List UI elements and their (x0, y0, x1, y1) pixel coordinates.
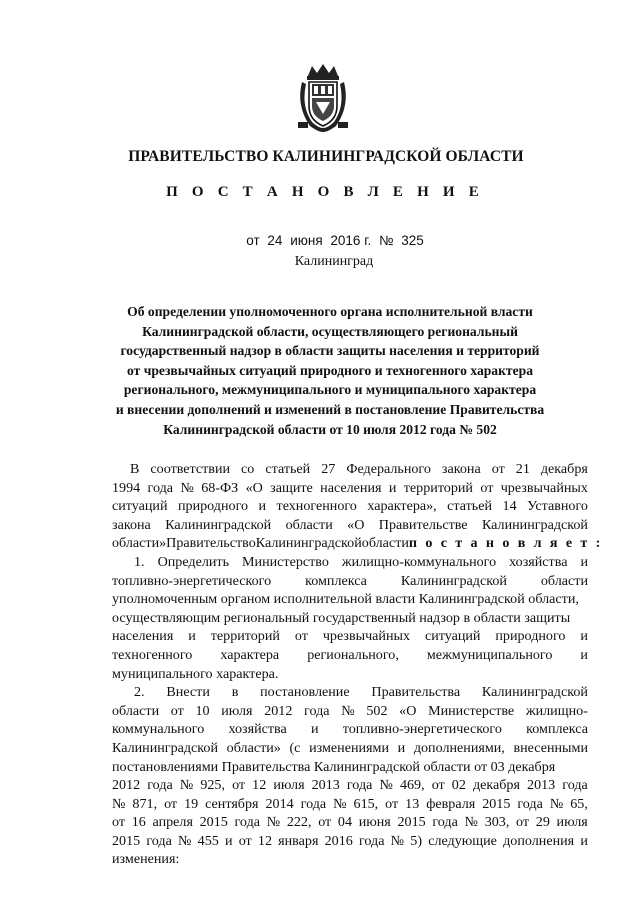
body-word: 02 (451, 777, 466, 794)
body-word: года (517, 795, 543, 812)
body-word: от (431, 777, 445, 794)
body-word: от (112, 814, 126, 831)
body-word: и (580, 553, 588, 570)
body-word: февраля (426, 795, 476, 812)
body-line (112, 702, 588, 721)
body-word: 469, (399, 777, 425, 794)
body-word: от (385, 795, 399, 812)
body-word: закона (441, 461, 481, 477)
body-word: от (516, 814, 530, 831)
date-prefix: от (246, 233, 260, 248)
body-word: января (278, 832, 319, 849)
body-line (112, 683, 588, 702)
body-word: техногенного (112, 646, 193, 663)
date-number-line (0, 233, 640, 248)
body-word: Правительства (371, 684, 461, 701)
body-word: от (480, 479, 494, 496)
body-word: от (318, 814, 332, 831)
body-word: 12 (252, 777, 267, 794)
body-line (112, 776, 588, 795)
body-line (112, 646, 588, 665)
body-word: 1994 (112, 479, 141, 496)
body-word: года (234, 814, 260, 831)
body-word: 455 (197, 832, 219, 849)
body-word: «О (399, 702, 417, 719)
body-word: 615, (353, 795, 379, 812)
body-word: 2014 (265, 795, 294, 812)
body-word: и (580, 646, 588, 663)
body-word: от (491, 461, 505, 477)
body-word: ситуаций (424, 628, 481, 645)
body-word: жилищно-коммунального (341, 553, 497, 570)
body-word: ситуаций (112, 498, 168, 515)
body-word: постановление (260, 684, 350, 701)
body-word: внесенными (513, 739, 588, 756)
body-word: регионального, (307, 646, 399, 663)
body-word: Калининградской (481, 684, 588, 701)
body-word: 10 (195, 702, 210, 719)
body-word: 27 (321, 461, 336, 477)
body-word: 13 (405, 795, 420, 812)
body-word: № (266, 814, 281, 831)
body-word: и (188, 628, 196, 645)
body-word: дополнениями, (413, 739, 505, 756)
body-word: В (130, 461, 140, 477)
body-word: осуществляющим региональный государственный надзор в области защиты (112, 609, 571, 626)
body-word: 21 (515, 461, 530, 477)
body-word: года (432, 814, 458, 831)
title-line: от чрезвычайных ситуаций природного и техногенного характера (127, 362, 533, 378)
body-word: защите (270, 479, 313, 496)
body-word: Внести (166, 684, 210, 701)
body-word: года (358, 832, 385, 849)
body-word: 12 (257, 832, 272, 849)
body-word: Определить (157, 553, 230, 570)
body-line (112, 813, 588, 832)
body-word: топливно-энергетического (112, 572, 272, 589)
body-word: населения (320, 479, 382, 496)
body-word: № (464, 814, 478, 831)
body-word: области» (226, 739, 281, 756)
document-title (90, 302, 570, 439)
body-word: 2015 (482, 795, 511, 812)
body-word: области (285, 516, 333, 533)
number-sign: № (378, 233, 394, 248)
body-word: Калининградской (165, 516, 272, 533)
body-word: года (146, 832, 172, 849)
body-word: и (310, 721, 319, 738)
body-word: природного (495, 628, 566, 645)
body-word: межмуниципального (426, 646, 553, 663)
date-year: 2016 г. (330, 233, 372, 248)
body-word: дополнения (503, 832, 575, 849)
body-word: комплекса (526, 721, 588, 738)
body-word: и (580, 628, 588, 645)
government-name: ПРАВИТЕЛЬСТВО КАЛИНИНГРАДСКОЙ ОБЛАСТИ (128, 148, 524, 165)
coat-of-arms-icon (296, 62, 350, 134)
body-word: топливно-энергетического (342, 721, 502, 738)
body-word: 65, (570, 795, 588, 812)
body-word: 925, (200, 777, 225, 794)
body-word: № (180, 479, 194, 496)
body-word: Правительстве (378, 516, 468, 533)
body-word: 68-ФЗ (201, 479, 239, 496)
body-word: 2015 (199, 814, 228, 831)
body-word: коммунального (112, 721, 205, 738)
body-word: уполномоченным органом исполнительной власти Калининградской области, (112, 591, 579, 608)
body-word: от (232, 777, 246, 794)
body-word: «О (245, 479, 263, 496)
body-line (112, 590, 588, 609)
body-word: постановлениями Правительства Калининградской области от 03 декабря (112, 758, 556, 775)
body-word: от (164, 795, 178, 812)
body-word: Уставного (527, 498, 588, 515)
body-word: 2012 (264, 702, 293, 719)
body-word: № (390, 832, 405, 849)
body-word: июля (221, 702, 253, 719)
body-word: 2. (134, 684, 145, 701)
body-word: природного (177, 498, 249, 515)
body-word: 19 (184, 795, 199, 812)
body-word: соответствии (150, 461, 231, 477)
body-word: техногенного (276, 498, 357, 515)
body-word: 2012 (112, 777, 141, 794)
title-line: Калининградской области от 10 июля 2012 года № 502 (163, 421, 497, 437)
body-word: 1. (134, 553, 145, 570)
body-word: Федерального (346, 461, 431, 477)
title-line: государственный надзор в области защиты населения и территорий (120, 343, 540, 359)
document-type: П О С Т А Н О В Л Е Н И Е (166, 184, 484, 200)
body-word: «О (347, 516, 365, 533)
body-line (112, 720, 588, 739)
body-word: декабря (472, 777, 520, 794)
body-line (112, 479, 588, 498)
body-word: от (294, 628, 308, 645)
body-word: изменениями (309, 739, 389, 756)
body-word: Министерстве (428, 702, 515, 719)
body-word: статьей (265, 461, 311, 477)
body-word: и (397, 739, 406, 756)
document-body (112, 460, 603, 869)
city: Калининград (294, 254, 374, 269)
body-line (112, 460, 588, 479)
body-word: в (231, 684, 239, 701)
body-line (112, 516, 588, 535)
title-line: Об определении уполномоченного органа исполнительной власти (127, 304, 533, 319)
body-word: чрезвычайных (500, 479, 588, 496)
body-word: 16 (131, 814, 146, 831)
body-word: и (388, 479, 397, 496)
body-line (112, 665, 588, 684)
body-line (112, 572, 588, 591)
body-word: области (361, 535, 409, 552)
body-word: комплекса (305, 572, 367, 589)
body-line (112, 832, 588, 851)
date-day: 24 (267, 233, 283, 248)
body-word: 871, (132, 795, 158, 812)
body-word: Калининградской (112, 739, 219, 756)
body-line (112, 553, 588, 572)
body-word: года (147, 479, 174, 496)
body-word: муниципального характера. (112, 665, 279, 682)
body-word: № (178, 832, 192, 849)
body-word: Министерство (242, 553, 329, 570)
body-word: хозяйства (228, 721, 287, 738)
title-line: регионального, межмуниципального и муниципального характера (123, 382, 537, 398)
body-word: июля (556, 814, 588, 831)
body-word: характера», (367, 498, 437, 515)
body-word: апреля (152, 814, 193, 831)
body-word: территорий (210, 628, 280, 645)
body-word: года (304, 702, 330, 719)
body-word: 2015 (397, 814, 426, 831)
body-line (112, 497, 588, 516)
body-word: закона (112, 516, 151, 533)
body-word: 29 (535, 814, 550, 831)
body-word: 303, (484, 814, 510, 831)
body-word: характера (220, 646, 280, 663)
body-word: Правительство (166, 535, 256, 552)
body-word: статьей (447, 498, 493, 515)
body-word: области (540, 572, 588, 589)
body-word: области (112, 702, 160, 719)
body-word: области» (112, 535, 167, 552)
body-word: со (241, 461, 255, 477)
title-line: и внесении дополнений и изменений в постановление Правительства (115, 401, 545, 417)
title-line: Калининградской области, осуществляющего региональный (142, 323, 518, 339)
body-word: Калининградской (400, 572, 507, 589)
body-word: территорий (403, 479, 473, 496)
body-word: 5) (410, 832, 423, 849)
body-word: (с (289, 739, 301, 756)
body-word: от (170, 702, 184, 719)
body-word: 2015 (112, 832, 141, 849)
body-word: 14 (502, 498, 517, 515)
body-word: чрезвычайных (322, 628, 411, 645)
body-word: 2016 (324, 832, 353, 849)
body-word: года (346, 777, 373, 794)
body-word: № (112, 795, 126, 812)
date-month: июня (290, 233, 323, 248)
body-word: от (238, 832, 252, 849)
body-word: № (333, 795, 347, 812)
body-word: № (341, 702, 355, 719)
body-line (112, 534, 603, 553)
body-word: 222, (286, 814, 312, 831)
body-line (112, 627, 588, 646)
body-word: Калининградской (255, 535, 362, 552)
body-word: № (549, 795, 564, 812)
body-word: жилищно- (525, 702, 588, 719)
body-word: населения (112, 628, 174, 645)
body-word: изменения: (112, 851, 180, 868)
body-word: июня (358, 814, 391, 831)
body-word: п о с т а н о в л я е т : (408, 535, 603, 552)
body-word: года (562, 777, 588, 794)
body-word: и (224, 832, 233, 849)
body-word: Калининградской (481, 516, 588, 533)
body-word: 2013 (311, 777, 340, 794)
body-word: года (147, 777, 173, 794)
body-word: 2013 (527, 777, 556, 794)
document-number: 325 (401, 233, 424, 248)
body-word: и (258, 498, 267, 515)
body-word: 04 (337, 814, 352, 831)
body-word: № (379, 777, 393, 794)
body-line (112, 739, 588, 758)
body-word: № (179, 777, 194, 794)
body-word: следующие (428, 832, 497, 849)
body-word: 502 (366, 702, 388, 719)
body-word: декабря (540, 461, 588, 477)
body-line (112, 795, 588, 814)
body-line (112, 758, 588, 777)
body-line (112, 850, 588, 869)
body-word: года (300, 795, 327, 812)
body-line (112, 609, 588, 628)
body-word: и (580, 832, 588, 849)
body-word: июля (273, 777, 305, 794)
body-word: хозяйства (509, 553, 568, 570)
body-word: сентября (205, 795, 259, 812)
